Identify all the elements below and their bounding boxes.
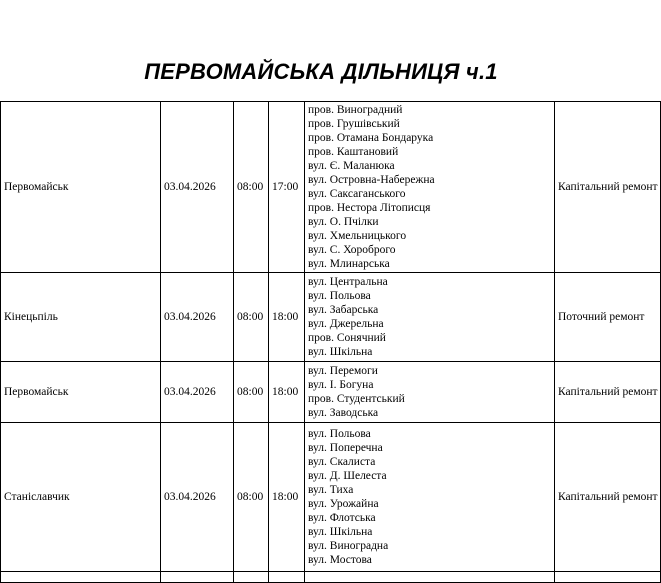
table-row [1,423,661,572]
date-cell: 03.04.2026 [161,362,234,423]
settlement-cell: Кінецьпіль [1,273,161,362]
settlement-cell [1,572,161,583]
start-time-cell [234,572,269,583]
street-item: пров. Каштановий [308,146,399,158]
street-item: вул. Хмельницького [308,230,407,242]
settlement-cell: Первомайськ [1,102,161,273]
street-item: вул. Заводська [308,407,379,419]
street-item: вул. Забарська [308,304,379,316]
work-type-cell: Капітальний ремонт [555,423,661,572]
street-item: вул. І. Богуна [308,379,374,391]
street-item: вул. Мостова [308,554,372,566]
street-item: пров. Сонячний [308,332,386,344]
end-time-cell: 18:00 [269,423,305,572]
streets-cell [305,273,555,362]
start-time-cell: 08:00 [234,102,269,273]
table-row [1,102,661,273]
streets-cell [305,102,555,273]
date-cell: 03.04.2026 [161,423,234,572]
street-item: вул. Тиха [308,484,354,496]
street-item: пров. Грушівський [308,118,400,130]
start-time-cell: 08:00 [234,362,269,423]
street-item: вул. Урожайна [308,498,379,510]
streets-cell [305,572,555,583]
street-item: вул. О. Пчілки [308,216,379,228]
street-item: пров. Студентський [308,393,405,405]
streets-cell [305,423,555,572]
outage-schedule-table [0,101,661,583]
street-item: вул. Виноградна [308,540,389,552]
work-type-cell: Капітальний ремонт [555,362,661,423]
street-item: вул. Скалиста [308,456,376,468]
street-item: вул. С. Хороброго [308,244,396,256]
date-cell: 03.04.2026 [161,273,234,362]
street-item: вул. Млинарська [308,258,390,270]
end-time-cell: 18:00 [269,362,305,423]
street-item: вул. Д. Шелеста [308,470,387,482]
end-time-cell [269,572,305,583]
street-item: вул. Саксаганського [308,188,406,200]
street-item: пров. Нестора Літописця [308,202,431,214]
street-item: вул. Перемоги [308,365,378,377]
street-item: вул. Островна-Набережна [308,174,435,186]
street-item: вул. Центральна [308,276,388,288]
page-title: ПЕРВОМАЙСЬКА ДІЛЬНИЦЯ ч.1 [144,59,498,84]
street-item: вул. Польова [308,428,371,440]
settlement-cell: Станіславчик [1,423,161,572]
street-item: вул. Є. Маланюка [308,160,395,172]
street-item: пров. Отамана Бондарука [308,132,434,144]
work-type-cell [555,572,661,583]
start-time-cell: 08:00 [234,273,269,362]
street-item: вул. Флотська [308,512,376,524]
start-time-cell: 08:00 [234,423,269,572]
street-item: пров. Виноградний [308,104,403,116]
end-time-cell: 17:00 [269,102,305,273]
street-item: вул. Джерельна [308,318,384,330]
work-type-cell: Поточний ремонт [555,273,661,362]
date-cell [161,572,234,583]
settlement-cell: Первомайськ [1,362,161,423]
table-row [1,572,661,583]
street-item: вул. Шкільна [308,346,373,358]
date-cell: 03.04.2026 [161,102,234,273]
street-item: вул. Польова [308,290,371,302]
end-time-cell: 18:00 [269,273,305,362]
street-item: вул. Поперечна [308,442,383,454]
table-row [1,273,661,362]
street-item: вул. Шкільна [308,526,373,538]
work-type-cell: Капітальний ремонт [555,102,661,273]
streets-cell [305,362,555,423]
table-row [1,362,661,423]
